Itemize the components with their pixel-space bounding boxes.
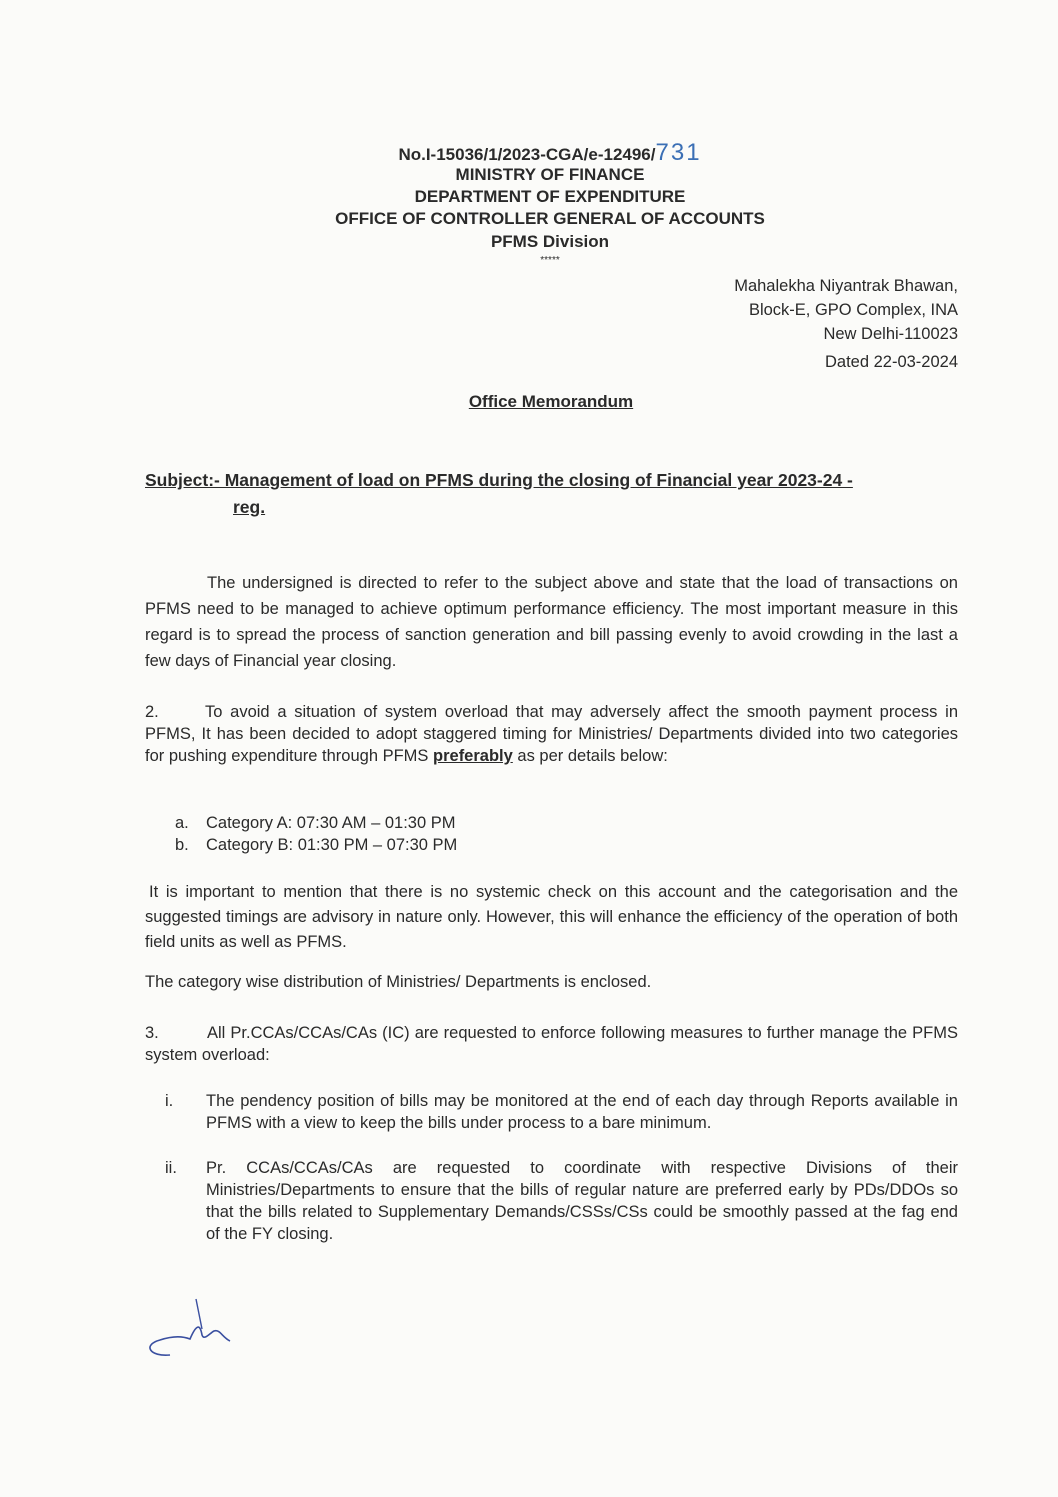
reference-number	[0, 139, 1058, 166]
paragraph-note: It is important to mention that there is no systemic check on this account and the categorisation and the suggested timings are advisory in nature only. However, this will enhance the efficiency of the operation of both field units as well as PFMS.	[145, 883, 958, 951]
para2-text-end: as per details below:	[512, 747, 668, 765]
paragraph-1: The undersigned is directed to refer to the subject above and state that the load of transactions on PFMS need to be managed to achieve optimum performance efficiency. The most important measure in this regard is to spread the process of sanction generation and bill passing evenly to avoid crowding in the last a few days of Financial year closing.	[145, 574, 958, 670]
measure-text: The pendency position of bills may be monitored at the end of each day through Reports available in PFMS with a view to keep the bills under process to a bare minimum.	[206, 1092, 958, 1132]
para2-text: To avoid a situation of system overload that may adversely affect the smooth payment process in PFMS, It has been decided to adopt staggered timing for Ministries/ Departments divided into two categories for pushing expenditure through PFMS	[145, 703, 958, 765]
marker: b.	[175, 836, 189, 854]
paragraph-3	[145, 1022, 958, 1066]
address-line3: New Delhi-110023	[823, 325, 958, 343]
subject-line2: reg.	[233, 497, 266, 517]
marker: ii.	[165, 1159, 177, 1177]
category-b	[175, 834, 457, 856]
address-line2: Block-E, GPO Complex, INA	[748, 301, 958, 319]
date: Dated 22-03-2024	[824, 353, 958, 371]
para2-number: 2.	[145, 703, 159, 721]
category-a	[175, 812, 455, 834]
address-line1: Mahalekha Niyantrak Bhawan,	[734, 277, 958, 295]
department: DEPARTMENT OF EXPENDITURE	[414, 187, 686, 206]
category-text: Category A: 07:30 AM – 01:30 PM	[206, 814, 456, 832]
separator-stars: *****	[540, 255, 560, 266]
marker: a.	[175, 814, 189, 832]
division: PFMS Division	[490, 232, 610, 251]
handwritten-number: 731	[655, 139, 702, 166]
marker: i.	[165, 1092, 174, 1110]
category-text: Category B: 01:30 PM – 07:30 PM	[206, 836, 458, 854]
office: OFFICE OF CONTROLLER GENERAL OF ACCOUNTS	[335, 209, 765, 228]
ministry: MINISTRY OF FINANCE	[455, 165, 645, 184]
para2-emphasis: preferably	[433, 747, 513, 765]
para3-text: All Pr.CCAs/CCAs/CAs (IC) are requested to enforce following measures to further manage the PFMS system overload:	[145, 1024, 958, 1064]
para3-number: 3.	[145, 1024, 159, 1042]
measure-i	[165, 1090, 958, 1134]
measure-ii	[165, 1157, 958, 1245]
subject-line1: Subject:- Management of load on PFMS during the closing of Financial year 2023-24 -	[145, 470, 853, 490]
paragraph-2	[145, 701, 958, 767]
measure-text: Pr. CCAs/CCAs/CAs are requested to coordinate with respective Divisions of their Ministries/Departments to ensure that the bills of regular nature are preferred early by PDs/DDOs so that the bills related to Supplementary Demands/CSSs/CSs could be smoothly passed at the fag end of the FY closing.	[206, 1159, 958, 1243]
signature	[130, 1295, 240, 1365]
ref-no-text: No.I-15036/1/2023-CGA/e-12496/	[398, 145, 656, 164]
paragraph-enclosed: The category wise distribution of Ministries/ Departments is enclosed.	[145, 973, 652, 991]
document-title: Office Memorandum	[468, 392, 634, 411]
